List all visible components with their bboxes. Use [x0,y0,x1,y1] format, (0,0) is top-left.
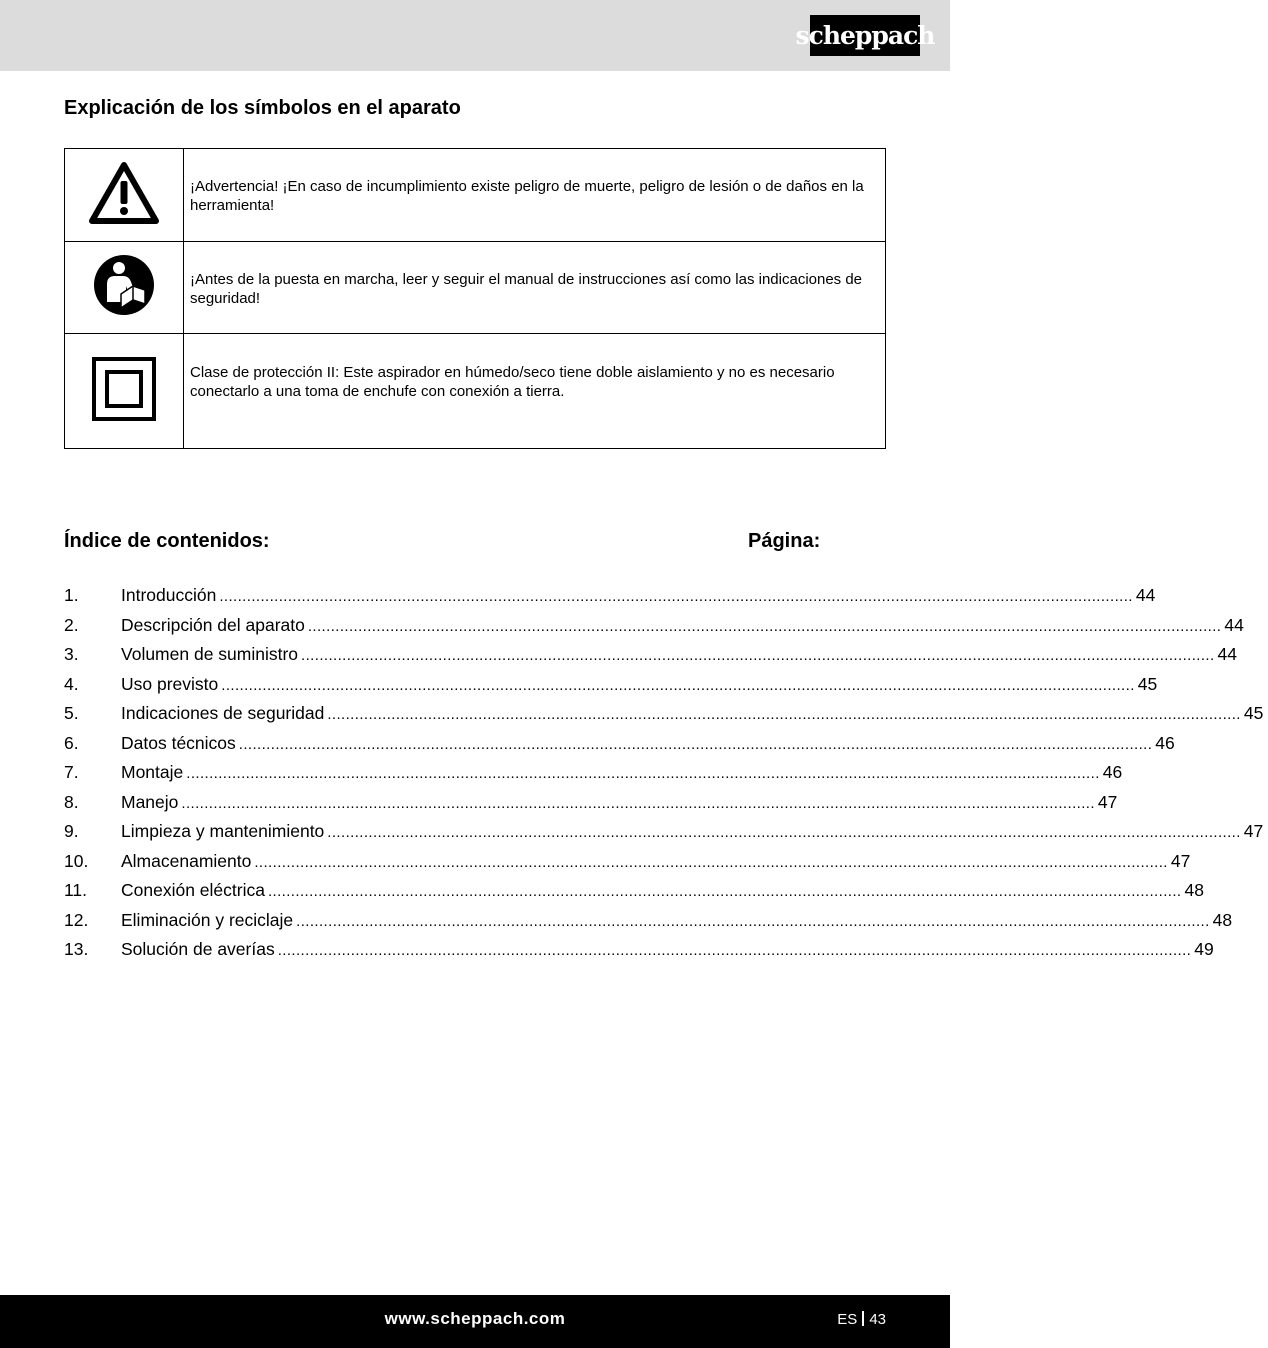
header-bar [0,0,950,71]
brand-logo: scheppach [810,15,920,56]
toc-entry-number: 11. [64,880,88,900]
toc-entry-label: Eliminación y reciclaje [121,909,294,930]
toc-entry-label: Manejo [121,791,179,812]
symbol-row [65,334,886,449]
protection-class-ii-icon [91,356,157,422]
toc-entry[interactable] [64,850,1191,881]
footer-page: 43 [869,1311,886,1328]
toc-entry-number: 8. [64,791,79,812]
toc-leader-dots: ........................................................................................................................................................................................................ [301,647,1215,664]
toc-entry-page: 47 [1097,791,1118,812]
toc-entry[interactable] [64,614,1244,645]
toc-leader-dots: ........................................................................................................................................................................................................ [254,853,1168,871]
toc-entry-page: 44 [1135,585,1156,605]
toc-entry-number: 2. [64,614,79,635]
toc-entry[interactable] [64,762,1123,792]
toc-entry-page: 49 [1194,939,1214,959]
toc-entry-label: Uso previsto [121,673,219,694]
toc-entry-label: Solución de averías [121,939,275,959]
toc-entry-number: 3. [64,644,79,664]
toc-entry[interactable] [64,880,1204,910]
toc-leader-dots: ........................................................................................................................................................................................................ [267,883,1182,900]
toc-page-header: Página: [748,530,821,552]
footer-page-number [837,1311,886,1328]
toc-entry-label: Indicaciones de seguridad [121,703,325,723]
toc-entry-page: 45 [1243,703,1264,723]
toc-entry-label: Introducción [121,585,217,605]
toc-entry-label: Montaje [121,762,184,782]
toc-entry-page: 44 [1217,644,1238,664]
footer-lang: ES [837,1311,858,1328]
toc-entry-page: 44 [1224,614,1244,635]
toc-entry[interactable] [64,939,1214,969]
toc-entry-label: Limpieza y mantenimiento [121,821,325,841]
toc-entry-number: 4. [64,673,79,694]
footer-bar [0,1295,950,1348]
toc-entry[interactable] [64,821,1264,851]
toc-entry[interactable] [64,644,1238,674]
toc-entry-number: 12. [64,909,89,930]
toc-entry[interactable] [64,791,1118,822]
toc-leader-dots: ........................................................................................................................................................................................................ [186,765,1100,782]
toc-entry-label: Volumen de suministro [121,644,299,664]
toc-leader-dots: ........................................................................................................................................................................................................ [219,588,1133,605]
toc-leader-dots: ........................................................................................................................................................................................................ [221,676,1135,694]
symbol-description: ¡Antes de la puesta en marcha, leer y seguir el manual de instrucciones así como las indicaciones de seguridad! [184,242,886,334]
toc-entry-label: Datos técnicos [121,732,236,753]
toc-entry-number: 13. [64,939,89,959]
toc-entry-page: 47 [1170,850,1191,871]
footer-url[interactable]: www.scheppach.com [384,1309,566,1328]
symbol-description: Clase de protección II: Este aspirador en húmedo/seco tiene doble aislamiento y no es necesario conectarlo a una toma de enchufe con conexión a tierra. [184,334,886,449]
toc-entry-page: 48 [1212,909,1233,930]
toc-leader-dots: ........................................................................................................................................................................................................ [327,824,1241,841]
toc-entry-number: 9. [64,821,79,841]
symbol-row [65,242,886,334]
toc-entry[interactable] [64,703,1264,733]
toc-entry-number: 10. [64,850,89,871]
toc-leader-dots: ........................................................................................................................................................................................................ [296,912,1210,930]
toc-entry-number: 7. [64,762,79,782]
toc-title: Índice de contenidos: [64,530,270,552]
toc-entry[interactable] [64,585,1156,615]
symbol-row [65,149,886,242]
toc-entry-label: Almacenamiento [121,850,252,871]
toc-entry-page: 48 [1184,880,1204,900]
toc-entry-page: 46 [1155,732,1175,753]
toc-entry-number: 5. [64,703,79,723]
toc-entry[interactable] [64,673,1158,704]
toc-leader-dots: ........................................................................................................................................................................................................ [277,942,1192,959]
toc-leader-dots: ........................................................................................................................................................................................................ [327,706,1241,723]
toc-leader-dots: ........................................................................................................................................................................................................ [181,794,1095,812]
toc-entry-page: 46 [1102,762,1123,782]
toc-entry-label: Conexión eléctrica [121,880,265,900]
toc-leader-dots: ........................................................................................................................................................................................................ [307,617,1222,635]
toc-entry-number: 6. [64,732,79,753]
toc-leader-dots: ........................................................................................................................................................................................................ [238,735,1153,753]
toc-entry-number: 1. [64,585,79,605]
toc-list [64,585,1264,969]
read-manual-icon [93,254,155,316]
warning-triangle-icon [89,161,159,225]
toc-entry[interactable] [64,909,1233,940]
symbols-section-title: Explicación de los símbolos en el aparato [64,97,461,119]
toc-entry[interactable] [64,732,1175,763]
toc-entry-label: Descripción del aparato [121,614,305,635]
footer-separator [862,1311,864,1326]
toc-entry-page: 45 [1137,673,1158,694]
symbols-table [64,148,886,449]
toc-entry-page: 47 [1243,821,1264,841]
symbol-description: ¡Advertencia! ¡En caso de incumplimiento existe peligro de muerte, peligro de lesión o de daños en la herramienta! [184,149,886,242]
